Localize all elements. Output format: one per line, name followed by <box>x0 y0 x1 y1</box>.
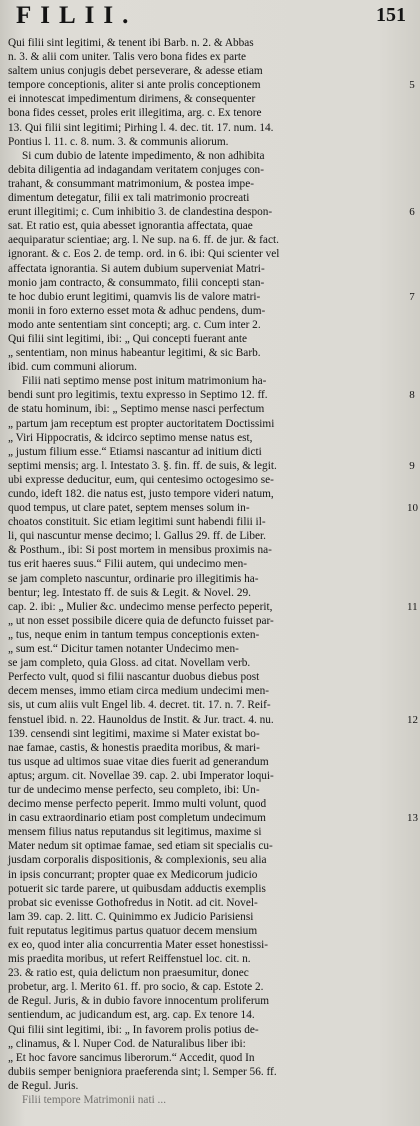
line-text: „ Viri Hippocratis, & idcirco septimo mense natus est, <box>8 431 253 444</box>
line-text: probetur, arg. l. Merito 61. ff. pro socio, & cap. Estote 2. <box>8 981 264 994</box>
margin-paragraph-number: 13 <box>407 812 418 825</box>
line-text: 139. censendi sint legitimi, maxime si Mater existat bo- <box>8 727 260 740</box>
margin-paragraph-number: 5 <box>409 79 415 92</box>
line-text: 13. Qui filii sint legitimi; Pirhing l. 4. dec. tit. 17. num. 14. <box>8 121 274 134</box>
line-text: monio jam contracto, & consummato, filii concepti stan- <box>8 276 265 289</box>
line-text: jusdam corporalis dispositionis, & complexionis, seu alia <box>8 854 267 867</box>
text-line <box>8 741 408 755</box>
line-text: debita diligentia ad indagandam veritatem conjuges con- <box>8 163 264 176</box>
text-line <box>8 487 408 501</box>
line-text: Qui filii sint legitimi, ibi: „ Qui concepti fuerant ante <box>8 332 248 345</box>
text-line <box>8 1065 408 1079</box>
line-text: Filii nati septimo mense post initum matrimonium ha- <box>22 375 267 388</box>
text-line <box>8 783 408 797</box>
text-line <box>8 938 408 952</box>
line-text: Si cum dubio de latente impedimento, & non adhibita <box>22 149 265 162</box>
text-line <box>8 149 408 163</box>
text-line <box>8 247 408 261</box>
line-text: de Regul. Juris, & in dubio favore innocentum proliferum <box>8 995 270 1008</box>
line-text: „ ut non esset possibile dicere quia de defuncto fuisset par- <box>8 614 274 627</box>
text-line <box>8 135 408 149</box>
text-line <box>8 388 415 402</box>
text-line <box>8 501 418 515</box>
text-line <box>8 233 408 247</box>
text-line <box>8 529 408 543</box>
line-text: Qui filii sint legitimi, ibi: „ In favorem prolis potius de- <box>8 1023 259 1036</box>
text-line <box>8 966 408 980</box>
line-text: tus usque ad ultimos suae vitae dies fuerit ad generandum <box>8 755 269 768</box>
line-text: sat. Et ratio est, quia abesset ignorantia affectata, quae <box>8 220 253 233</box>
line-text: de statu hominum, ibi: „ Septimo mense nasci perfectum <box>8 403 265 416</box>
line-text: choatos constituit. Sic etiam legitimi sunt habendi filii il- <box>8 516 266 529</box>
margin-paragraph-number: 10 <box>407 502 418 515</box>
text-line <box>8 727 408 741</box>
text-line <box>8 219 408 233</box>
line-text: Pontius l. 11. c. 8. num. 3. & communis aliorum. <box>8 135 229 148</box>
line-text: bendi sunt pro legitimis, textu expresso in Septimo 12. ff. <box>8 389 268 402</box>
text-line <box>8 1051 408 1065</box>
text-line <box>8 64 408 78</box>
text-line <box>8 1008 408 1022</box>
text-line <box>8 896 408 910</box>
line-text: dubiis semper benigniora praeferenda sint; l. Semper 56. ff. <box>8 1065 277 1078</box>
text-line <box>8 177 408 191</box>
text-line <box>8 910 408 924</box>
text-line <box>8 868 408 882</box>
line-text: Qui filii sint legitimi, & tenent ibi Barb. n. 2. & Abbas <box>8 37 254 49</box>
running-head: FILII. <box>16 2 138 29</box>
text-line <box>8 262 408 276</box>
line-text: mensem filius natus reputandus sit legitimus, maxime si <box>8 826 262 839</box>
text-line <box>8 882 408 896</box>
margin-paragraph-number: 7 <box>409 290 415 303</box>
line-text: lam 39. cap. 2. litt. C. Quinimmo ex Judicio Parisiensi <box>8 910 254 923</box>
line-text: aequiparatur scientiae; arg. l. Ne sup. na 6. ff. de jur. & fact. <box>8 234 279 247</box>
text-line <box>8 191 408 205</box>
line-text: trahant, & consummant matrimonium, & postea impe- <box>8 177 254 190</box>
text-line <box>8 515 408 529</box>
line-text: potuerit sic tarde parere, ut quibusdam adductis exemplis <box>8 882 266 895</box>
line-text: tempore conceptionis, aliter si ante prolis conceptionem <box>8 79 261 92</box>
line-text: cundo, ideft 182. die natus est, justo tempore videri natum, <box>8 488 274 500</box>
text-line <box>8 78 415 92</box>
text-line <box>8 755 408 769</box>
line-text: bona fides cesset, proles erit illegitima, arg. c. Ex tenore <box>8 107 262 120</box>
text-line <box>8 431 408 445</box>
line-text: ex eo, quod inter alia concurrentia Mater esset honestissi- <box>8 939 269 951</box>
text-line <box>8 656 408 670</box>
margin-paragraph-number: 12 <box>407 713 418 726</box>
line-text: modo ante sententiam sint concepti; arg. c. Cum inter 2. <box>8 318 261 331</box>
text-line <box>8 402 408 416</box>
line-text: n. 3. & alii com uniter. Talis vero bona fides ex parte <box>8 51 247 64</box>
text-line <box>8 205 415 219</box>
text-line <box>8 1079 408 1093</box>
text-line <box>8 417 408 431</box>
page-body-text <box>8 36 418 1107</box>
line-text: dimentum detegatur, filii ex tali matrimonio procreati <box>8 192 250 205</box>
text-line <box>8 797 408 811</box>
line-text: in casu extraordinario etiam post completum undecimum <box>8 812 266 825</box>
line-text: mis praedita moribus, ut refert Reiffenstuel loc. cit. n. <box>8 953 251 966</box>
line-text: in ipsis concurrant; propter quae ex Medicorum judicio <box>8 868 258 881</box>
text-line <box>8 924 408 938</box>
page-header <box>8 4 408 36</box>
text-line <box>8 1023 408 1037</box>
text-line <box>8 276 408 290</box>
line-text: saltem unius conjugis debet perseverare, & adesse etiam <box>8 65 263 78</box>
line-text: fenstuel ibid. n. 22. Haunoldus de Instit. & Jur. tract. 4. nu. <box>8 713 274 726</box>
line-text: se jam completo, quia Gloss. ad citat. Novellam verb. <box>8 657 251 670</box>
line-text: Filii tempore Matrimonii nati ... <box>22 1094 167 1107</box>
text-line <box>8 36 408 50</box>
margin-paragraph-number: 9 <box>409 459 415 472</box>
text-line <box>8 684 408 698</box>
margin-paragraph-number: 6 <box>409 206 415 219</box>
margin-paragraph-number: 8 <box>409 389 415 402</box>
text-line <box>8 994 408 1008</box>
text-line <box>8 332 408 346</box>
text-line <box>8 557 408 571</box>
text-line <box>8 952 408 966</box>
text-line <box>8 346 408 360</box>
text-line <box>8 698 408 712</box>
text-line <box>8 586 408 600</box>
page-number: 151 <box>376 4 406 26</box>
line-text: sis, ut cum aliis vult Engel lib. 4. decret. tit. 17. n. 7. Reif- <box>8 699 271 712</box>
line-text: te hoc dubio erunt legitimi, quamvis lis de valore matri- <box>8 290 261 303</box>
line-text: aptus; argum. cit. Novellae 39. cap. 2. ubi Imperator loqui- <box>8 769 274 782</box>
text-line <box>8 459 415 473</box>
line-text: ubi expresse deducitur, eum, qui centesimo octogesimo se- <box>8 473 274 486</box>
line-text: nae famae, castis, & honestis praedita moribus, & mari- <box>8 741 260 754</box>
line-text: de Regul. Juris. <box>8 1079 79 1092</box>
text-line <box>8 769 408 783</box>
line-text: „ clinamus, & l. Nuper Cod. de Naturalibus liber ibi: <box>8 1037 246 1050</box>
line-text: „ sententiam, non minus habeantur legitimi, & sic Barb. <box>8 347 261 360</box>
line-text: „ Et hoc favore sancimus liberorum.“ Accedit, quod In <box>8 1051 255 1064</box>
line-text: li, qui nascuntur mense decimo; l. Gallus 29. ff. de Liber. <box>8 530 266 543</box>
text-line <box>8 50 408 64</box>
text-line <box>8 811 418 825</box>
line-text: septimi mensis; arg. l. Intestato 3. §. fin. ff. de suis, & legit. <box>8 459 277 472</box>
line-text: bentur; leg. Intestato ff. de suis & Legit. & Novel. 29. <box>8 586 251 599</box>
line-text: 23. & ratio est, quia delictum non praesumitur, donec <box>8 967 249 980</box>
line-text: quod tempus, ut clare patet, septem menses solum in- <box>8 502 250 515</box>
text-line <box>8 642 408 656</box>
text-line <box>8 1093 408 1107</box>
text-line <box>8 839 408 853</box>
line-text: Perfecto vult, quod si filii nascantur duobus diebus post <box>8 671 260 684</box>
line-text: se jam completo nascuntur, ordinarie pro illegitimis ha- <box>8 572 259 585</box>
line-text: decimo mense perfecto peperit. Immo multi volunt, quod <box>8 798 267 811</box>
line-text: & Posthum., ibi: Si post mortem in mensibus proximis na- <box>8 544 272 557</box>
text-line <box>8 853 408 867</box>
line-text: ibid. cum communi aliorum. <box>8 361 137 374</box>
line-text: decem menses, immo etiam circa medium undecimi men- <box>8 685 269 698</box>
text-line <box>8 374 408 388</box>
line-text: sentiendum, ac judicandum est, arg. cap. Ex tenore 14. <box>8 1009 255 1022</box>
line-text: affectata ignorantia. Si autem dubium superveniat Matri- <box>8 262 265 275</box>
text-line <box>8 670 408 684</box>
line-text: erunt illegitimi; c. Cum inhibitio 3. de clandestina despon- <box>8 206 273 219</box>
line-text: ei innotescat impedimentum dirimens, & consequenter <box>8 93 256 106</box>
line-text: Mater nedum sit optimae famae, sed etiam sit specialis cu- <box>8 840 273 853</box>
text-line <box>8 121 408 135</box>
margin-paragraph-number: 11 <box>407 600 418 613</box>
text-line <box>8 304 408 318</box>
line-text: cap. 2. ibi: „ Mulier &c. undecimo mense perfecto peperit, <box>8 600 273 613</box>
text-line <box>8 318 408 332</box>
line-text: tur de undecimo mense perfecto, seu completo, ibi: Un- <box>8 783 260 796</box>
text-line <box>8 614 408 628</box>
line-text: „ justum filium esse.“ Etiamsi nascantur ad initium dicti <box>8 445 262 458</box>
line-text: ignorant. & c. Eos 2. de temp. ord. in 6. ibi: Qui scienter vel <box>8 248 280 261</box>
text-line <box>8 980 408 994</box>
line-text: „ sum est.“ Dicitur tamen notanter Undecimo men- <box>8 643 239 656</box>
text-line <box>8 572 408 586</box>
text-line <box>8 106 408 120</box>
text-line <box>8 92 408 106</box>
line-text: monii in foro externo esset mota & adhuc pendens, dum- <box>8 304 266 317</box>
text-line <box>8 600 418 614</box>
text-line <box>8 628 408 642</box>
text-line <box>8 163 408 177</box>
line-text: fuit reputatus legitimus partus quatuor decem mensium <box>8 924 258 937</box>
line-text: probat sic evenisse Gothofredus in Notit. ad cit. Novel- <box>8 896 258 909</box>
text-line <box>8 713 418 727</box>
line-text: „ partum jam receptum est propter auctoritatem Doctissimi <box>8 417 275 430</box>
text-line <box>8 1037 408 1051</box>
line-text: tus erit haeres suus.“ Filii autem, qui undecimo men- <box>8 558 248 571</box>
text-line <box>8 290 415 304</box>
text-line <box>8 543 408 557</box>
text-line <box>8 445 408 459</box>
text-line <box>8 473 408 487</box>
text-line <box>8 825 408 839</box>
text-line <box>8 360 408 374</box>
line-text: „ tus, neque enim in tantum tempus conceptionis exten- <box>8 628 260 641</box>
